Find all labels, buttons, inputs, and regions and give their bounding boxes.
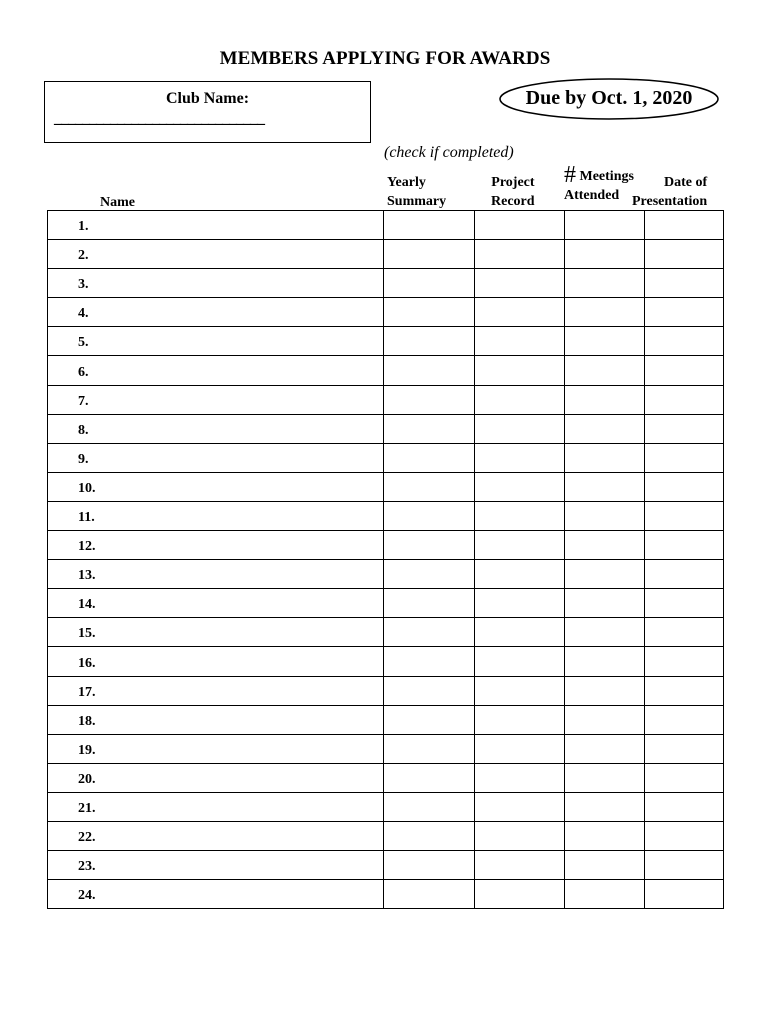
row-number: 16. bbox=[78, 655, 96, 671]
yearly-summary-check-cell[interactable] bbox=[384, 647, 475, 676]
member-name-cell[interactable] bbox=[48, 618, 384, 647]
member-name-cell[interactable] bbox=[48, 472, 384, 501]
meetings-attended-cell[interactable] bbox=[565, 647, 645, 676]
member-name-cell[interactable] bbox=[48, 414, 384, 443]
members-table bbox=[47, 210, 724, 909]
table-row bbox=[48, 734, 724, 763]
project-record-check-cell[interactable] bbox=[475, 385, 565, 414]
row-number: 20. bbox=[78, 771, 96, 787]
row-number: 21. bbox=[78, 800, 96, 816]
date-of-presentation-cell[interactable] bbox=[645, 240, 724, 269]
meetings-attended-cell[interactable] bbox=[565, 501, 645, 530]
project-record-check-cell[interactable] bbox=[475, 443, 565, 472]
row-number: 2. bbox=[78, 248, 89, 264]
member-name-cell[interactable] bbox=[48, 647, 384, 676]
project-record-check-cell[interactable] bbox=[475, 472, 565, 501]
member-name-cell[interactable] bbox=[48, 676, 384, 705]
meetings-attended-cell[interactable] bbox=[565, 560, 645, 589]
column-header-yearly-line1: Yearly bbox=[387, 175, 426, 190]
project-record-check-cell[interactable] bbox=[475, 356, 565, 385]
yearly-summary-check-cell[interactable] bbox=[384, 298, 475, 327]
yearly-summary-check-cell[interactable] bbox=[384, 589, 475, 618]
table-row bbox=[48, 269, 724, 298]
member-name-cell[interactable] bbox=[48, 880, 384, 909]
meetings-attended-cell[interactable] bbox=[565, 327, 645, 356]
table-row bbox=[48, 211, 724, 240]
row-number: 7. bbox=[78, 393, 89, 409]
table-row bbox=[48, 705, 724, 734]
member-name-cell[interactable] bbox=[48, 356, 384, 385]
date-of-presentation-cell[interactable] bbox=[645, 327, 724, 356]
date-of-presentation-cell[interactable] bbox=[645, 472, 724, 501]
yearly-summary-check-cell[interactable] bbox=[384, 240, 475, 269]
row-number: 22. bbox=[78, 830, 96, 846]
project-record-check-cell[interactable] bbox=[475, 414, 565, 443]
column-header-date-line2: Presentation bbox=[632, 194, 708, 209]
table-row bbox=[48, 414, 724, 443]
date-of-presentation-cell[interactable] bbox=[645, 851, 724, 880]
meetings-attended-cell[interactable] bbox=[565, 734, 645, 763]
project-record-check-cell[interactable] bbox=[475, 589, 565, 618]
project-record-check-cell[interactable] bbox=[475, 821, 565, 850]
column-header-project-record bbox=[491, 173, 535, 211]
date-of-presentation-cell[interactable] bbox=[645, 647, 724, 676]
yearly-summary-check-cell[interactable] bbox=[384, 734, 475, 763]
table-row bbox=[48, 851, 724, 880]
table-row bbox=[48, 356, 724, 385]
project-record-check-cell[interactable] bbox=[475, 851, 565, 880]
row-number: 8. bbox=[78, 422, 89, 438]
date-of-presentation-cell[interactable] bbox=[645, 501, 724, 530]
row-number: 1. bbox=[78, 219, 89, 235]
yearly-summary-check-cell[interactable] bbox=[384, 501, 475, 530]
yearly-summary-check-cell[interactable] bbox=[384, 385, 475, 414]
row-number: 23. bbox=[78, 859, 96, 875]
member-name-cell[interactable] bbox=[48, 443, 384, 472]
meetings-attended-cell[interactable] bbox=[565, 211, 645, 240]
meetings-attended-cell[interactable] bbox=[565, 240, 645, 269]
project-record-check-cell[interactable] bbox=[475, 211, 565, 240]
table-row bbox=[48, 676, 724, 705]
meetings-attended-cell[interactable] bbox=[565, 851, 645, 880]
date-of-presentation-cell[interactable] bbox=[645, 356, 724, 385]
table-row bbox=[48, 443, 724, 472]
member-name-cell[interactable] bbox=[48, 589, 384, 618]
date-of-presentation-cell[interactable] bbox=[645, 618, 724, 647]
project-record-check-cell[interactable] bbox=[475, 240, 565, 269]
page-title: MEMBERS APPLYING FOR AWARDS bbox=[219, 48, 551, 69]
meetings-attended-cell[interactable] bbox=[565, 472, 645, 501]
member-name-cell[interactable] bbox=[48, 705, 384, 734]
date-of-presentation-cell[interactable] bbox=[645, 269, 724, 298]
column-header-date-line1: Date of bbox=[664, 175, 708, 190]
date-of-presentation-cell[interactable] bbox=[645, 560, 724, 589]
column-header-project-line2: Record bbox=[491, 194, 535, 209]
date-of-presentation-cell[interactable] bbox=[645, 414, 724, 443]
table-row bbox=[48, 560, 724, 589]
member-name-cell[interactable] bbox=[48, 240, 384, 269]
row-number: 10. bbox=[78, 480, 96, 496]
yearly-summary-check-cell[interactable] bbox=[384, 211, 475, 240]
meetings-attended-cell[interactable] bbox=[565, 414, 645, 443]
meetings-attended-cell[interactable] bbox=[565, 269, 645, 298]
table-row bbox=[48, 531, 724, 560]
column-header-meetings-line1: Meetings bbox=[579, 169, 634, 184]
yearly-summary-check-cell[interactable] bbox=[384, 676, 475, 705]
table-row bbox=[48, 385, 724, 414]
row-number: 4. bbox=[78, 306, 89, 322]
row-number: 5. bbox=[78, 335, 89, 351]
yearly-summary-check-cell[interactable] bbox=[384, 560, 475, 589]
yearly-summary-check-cell[interactable] bbox=[384, 356, 475, 385]
club-name-box bbox=[44, 81, 371, 143]
project-record-check-cell[interactable] bbox=[475, 560, 565, 589]
meetings-attended-cell[interactable] bbox=[565, 880, 645, 909]
yearly-summary-check-cell[interactable] bbox=[384, 851, 475, 880]
column-header-yearly-summary bbox=[387, 173, 446, 211]
column-header-project-line1: Project bbox=[491, 175, 535, 190]
table-row bbox=[48, 792, 724, 821]
member-name-cell[interactable] bbox=[48, 211, 384, 240]
meetings-attended-cell[interactable] bbox=[565, 443, 645, 472]
yearly-summary-check-cell[interactable] bbox=[384, 618, 475, 647]
row-number: 14. bbox=[78, 597, 96, 613]
club-name-label: Club Name: bbox=[165, 90, 250, 107]
date-of-presentation-cell[interactable] bbox=[645, 705, 724, 734]
member-name-cell[interactable] bbox=[48, 385, 384, 414]
member-name-cell[interactable] bbox=[48, 298, 384, 327]
date-of-presentation-cell[interactable] bbox=[645, 211, 724, 240]
row-number: 17. bbox=[78, 684, 96, 700]
column-header-meetings-line2: Attended bbox=[564, 188, 620, 203]
table-row bbox=[48, 501, 724, 530]
row-number: 9. bbox=[78, 451, 89, 467]
meetings-attended-cell[interactable] bbox=[565, 676, 645, 705]
date-of-presentation-cell[interactable] bbox=[645, 821, 724, 850]
table-row bbox=[48, 472, 724, 501]
row-number: 12. bbox=[78, 539, 96, 555]
row-number: 19. bbox=[78, 742, 96, 758]
member-name-cell[interactable] bbox=[48, 792, 384, 821]
meetings-attended-cell[interactable] bbox=[565, 298, 645, 327]
table-row bbox=[48, 763, 724, 792]
date-of-presentation-cell[interactable] bbox=[645, 385, 724, 414]
yearly-summary-check-cell[interactable] bbox=[384, 880, 475, 909]
member-name-cell[interactable] bbox=[48, 531, 384, 560]
meetings-attended-cell[interactable] bbox=[565, 385, 645, 414]
date-of-presentation-cell[interactable] bbox=[645, 531, 724, 560]
row-number: 15. bbox=[78, 626, 96, 642]
meetings-attended-cell[interactable] bbox=[565, 792, 645, 821]
project-record-check-cell[interactable] bbox=[475, 618, 565, 647]
member-name-cell[interactable] bbox=[48, 327, 384, 356]
meetings-attended-cell[interactable] bbox=[565, 356, 645, 385]
table-row bbox=[48, 327, 724, 356]
yearly-summary-check-cell[interactable] bbox=[384, 472, 475, 501]
table-row bbox=[48, 647, 724, 676]
yearly-summary-check-cell[interactable] bbox=[384, 327, 475, 356]
date-of-presentation-cell[interactable] bbox=[645, 763, 724, 792]
meetings-attended-cell[interactable] bbox=[565, 618, 645, 647]
table-row bbox=[48, 240, 724, 269]
date-of-presentation-cell[interactable] bbox=[645, 880, 724, 909]
date-of-presentation-cell[interactable] bbox=[645, 443, 724, 472]
project-record-check-cell[interactable] bbox=[475, 705, 565, 734]
row-number: 11. bbox=[78, 510, 95, 526]
yearly-summary-check-cell[interactable] bbox=[384, 269, 475, 298]
yearly-summary-check-cell[interactable] bbox=[384, 821, 475, 850]
yearly-summary-check-cell[interactable] bbox=[384, 414, 475, 443]
meetings-attended-cell[interactable] bbox=[565, 821, 645, 850]
member-name-cell[interactable] bbox=[48, 560, 384, 589]
row-number: 24. bbox=[78, 888, 96, 904]
yearly-summary-check-cell[interactable] bbox=[384, 443, 475, 472]
column-header-meetings-attended bbox=[564, 162, 634, 205]
table-row bbox=[48, 880, 724, 909]
member-name-cell[interactable] bbox=[48, 269, 384, 298]
project-record-check-cell[interactable] bbox=[475, 676, 565, 705]
project-record-check-cell[interactable] bbox=[475, 647, 565, 676]
table-row bbox=[48, 618, 724, 647]
table-row bbox=[48, 298, 724, 327]
column-header-date-of-presentation bbox=[632, 173, 707, 211]
date-of-presentation-cell[interactable] bbox=[645, 676, 724, 705]
date-of-presentation-cell[interactable] bbox=[645, 734, 724, 763]
member-name-cell[interactable] bbox=[48, 763, 384, 792]
table-row bbox=[48, 589, 724, 618]
table-row bbox=[48, 821, 724, 850]
project-record-check-cell[interactable] bbox=[475, 531, 565, 560]
due-date-text: Due by Oct. 1, 2020 bbox=[525, 87, 693, 109]
row-number: 13. bbox=[78, 568, 96, 584]
check-instruction: (check if completed) bbox=[384, 144, 514, 161]
row-number: 18. bbox=[78, 713, 96, 729]
project-record-check-cell[interactable] bbox=[475, 501, 565, 530]
column-header-yearly-line2: Summary bbox=[387, 194, 447, 209]
row-number: 3. bbox=[78, 277, 89, 293]
member-name-cell[interactable] bbox=[48, 501, 384, 530]
meetings-attended-cell[interactable] bbox=[565, 763, 645, 792]
yearly-summary-check-cell[interactable] bbox=[384, 763, 475, 792]
row-number: 6. bbox=[78, 364, 89, 380]
member-name-cell[interactable] bbox=[48, 821, 384, 850]
project-record-check-cell[interactable] bbox=[475, 792, 565, 821]
meetings-attended-cell[interactable] bbox=[565, 531, 645, 560]
column-header-name: Name bbox=[100, 195, 135, 210]
project-record-check-cell[interactable] bbox=[475, 734, 565, 763]
project-record-check-cell[interactable] bbox=[475, 327, 565, 356]
date-of-presentation-cell[interactable] bbox=[645, 792, 724, 821]
yearly-summary-check-cell[interactable] bbox=[384, 792, 475, 821]
date-of-presentation-cell[interactable] bbox=[645, 298, 724, 327]
meetings-attended-cell[interactable] bbox=[565, 705, 645, 734]
meetings-attended-cell[interactable] bbox=[565, 589, 645, 618]
yearly-summary-check-cell[interactable] bbox=[384, 531, 475, 560]
project-record-check-cell[interactable] bbox=[475, 763, 565, 792]
member-name-cell[interactable] bbox=[48, 734, 384, 763]
member-name-cell[interactable] bbox=[48, 851, 384, 880]
project-record-check-cell[interactable] bbox=[475, 880, 565, 909]
project-record-check-cell[interactable] bbox=[475, 298, 565, 327]
yearly-summary-check-cell[interactable] bbox=[384, 705, 475, 734]
date-of-presentation-cell[interactable] bbox=[645, 589, 724, 618]
hash-symbol: # bbox=[564, 162, 576, 188]
project-record-check-cell[interactable] bbox=[475, 269, 565, 298]
club-name-field[interactable]: ______________________________ bbox=[54, 110, 264, 127]
